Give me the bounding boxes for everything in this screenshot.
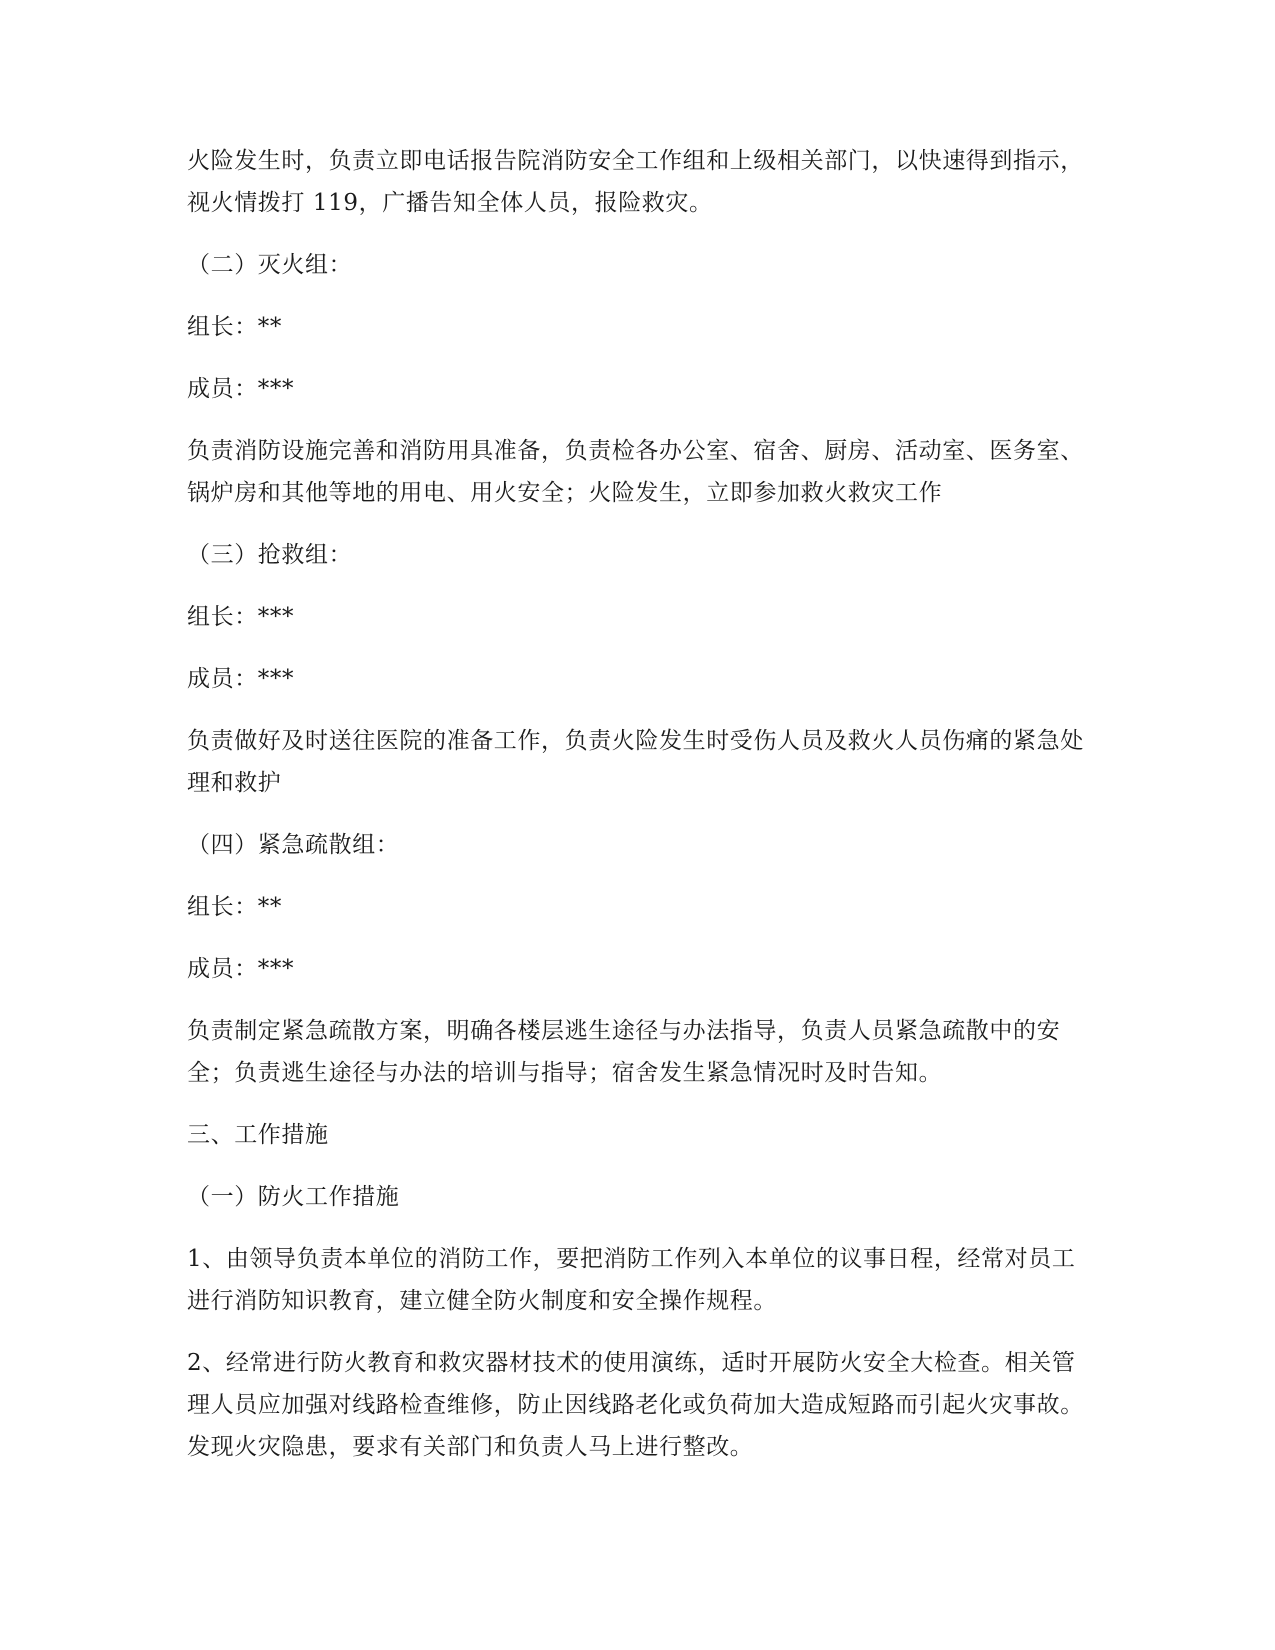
paragraph-fire-report-duty: 火险发生时，负责立即电话报告院消防安全工作组和上级相关部门，以快速得到指示，视火情拨打 119，广播告知全体人员，报险救灾。	[187, 148, 1084, 216]
evacuation-group-members: 成员：***	[187, 956, 295, 982]
heading-rescue-group: （三）抢救组：	[187, 542, 353, 568]
firefighting-group-members: 成员：***	[187, 376, 295, 402]
evacuation-group-leader: 组长：**	[187, 894, 282, 920]
paragraph-firefighting-duty: 负责消防设施完善和消防用具准备，负责检各办公室、宿舍、厨房、活动室、医务室、锅炉房和其他等地的用电、用火安全；火险发生，立即参加救火救灾工作	[187, 438, 1084, 506]
paragraph-rescue-duty: 负责做好及时送往医院的准备工作，负责火险发生时受伤人员及救火人员伤痛的紧急处理和救护	[187, 728, 1084, 796]
rescue-group-leader: 组长：***	[187, 604, 295, 630]
heading-firefighting-group: （二）灭火组：	[187, 252, 353, 278]
document-page	[187, 140, 1087, 1488]
rescue-group-members: 成员：***	[187, 666, 295, 692]
paragraph-evacuation-duty: 负责制定紧急疏散方案，明确各楼层逃生途径与办法指导，负责人员紧急疏散中的安全；负责逃生途径与办法的培训与指导；宿舍发生紧急情况时及时告知。	[187, 1018, 1061, 1086]
paragraph-measure-2: 2、经常进行防火教育和救灾器材技术的使用演练，适时开展防火安全大检查。相关管理人员应加强对线路检查维修，防止因线路老化或负荷加大造成短路而引起火灾事故。发现火灾隐患，要求有关部门和负责人马上进行整改。	[187, 1350, 1084, 1460]
heading-work-measures: 三、工作措施	[187, 1122, 329, 1148]
heading-fire-prevention-measures: （一）防火工作措施	[187, 1184, 400, 1210]
paragraph-measure-1: 1、由领导负责本单位的消防工作，要把消防工作列入本单位的议事日程，经常对员工进行消防知识教育，建立健全防火制度和安全操作规程。	[187, 1246, 1076, 1314]
firefighting-group-leader: 组长：**	[187, 314, 282, 340]
heading-evacuation-group: （四）紧急疏散组：	[187, 832, 400, 858]
